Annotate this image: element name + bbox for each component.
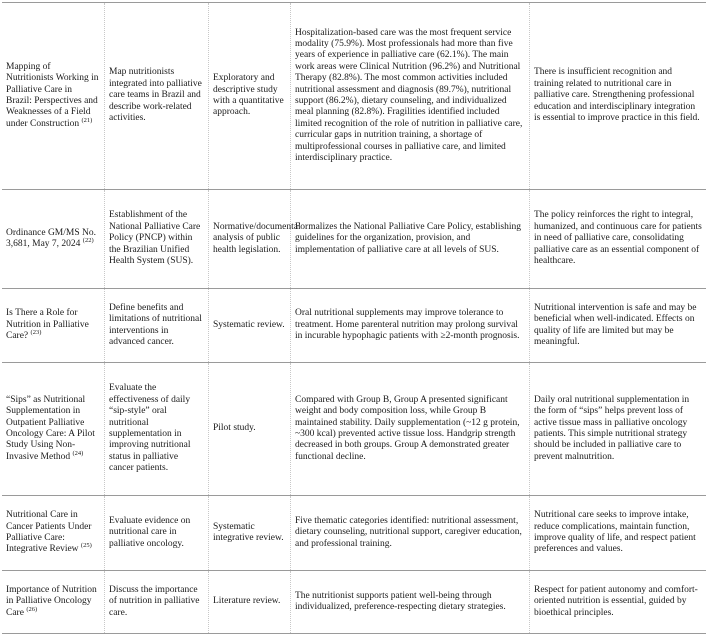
study-results: Oral nutritional supplements may improve tolerance to treatment. Home parenteral nutrition may prolong survival in incurable hypophagic patients with ≥2-month prognosis. xyxy=(295,308,520,342)
study-conclusion-cell xyxy=(530,363,706,496)
study-title-cell xyxy=(2,289,105,363)
study-title: Is There a Role for Nutrition in Palliative Care? xyxy=(6,308,89,342)
study-title-cell xyxy=(2,3,105,190)
study-results-cell xyxy=(291,289,530,363)
study-title-cell xyxy=(2,496,105,571)
study-method: Systematic integrative review. xyxy=(213,521,284,543)
study-conclusion: Respect for patient autonomy and comfort-oriented nutrition is essential, guided by bioethical principles. xyxy=(534,584,698,618)
study-title-cell xyxy=(2,190,105,289)
table-row xyxy=(2,363,706,496)
reference-number: (26) xyxy=(26,605,38,613)
study-results-cell xyxy=(291,496,530,571)
study-aim-cell xyxy=(105,3,209,190)
study-aim: Map nutritionists integrated into palliative care teams in Brazil and describe work-related activities. xyxy=(109,67,202,124)
study-method-cell xyxy=(209,363,291,496)
study-results-cell xyxy=(291,363,530,496)
study-method: Pilot study. xyxy=(213,423,256,434)
table-row xyxy=(2,190,706,289)
study-conclusion: The policy reinforces the right to integral, humanized, and continuous care for patients in need of palliative care, consolidating palliative care as an essential component of healthcare. xyxy=(534,210,702,267)
table-row xyxy=(2,289,706,363)
study-title-cell xyxy=(2,363,105,496)
study-results: Five thematic categories identified: nutritional assessment, dietary counseling, nutritional support, caregiver education, and professional training. xyxy=(295,515,522,549)
table-row xyxy=(2,496,706,571)
study-method-cell xyxy=(209,190,301,289)
reference-number: (23) xyxy=(30,329,42,337)
study-results: The nutritionist supports patient well-being through individualized, preference-respecting dietary strategies. xyxy=(295,590,506,612)
study-title: Ordinance GM/MS No. 3,681, May 7, 2024 xyxy=(6,227,96,249)
study-aim: Define benefits and limitations of nutritional interventions in advanced cancer. xyxy=(109,302,202,347)
reference-number: (21) xyxy=(81,116,93,124)
study-results-cell xyxy=(291,3,530,190)
study-conclusion: Nutritional intervention is safe and may be beneficial when well-indicated. Effects on quality of life are limited but may be meaningful. xyxy=(534,302,697,347)
study-results-cell xyxy=(291,190,530,289)
study-method: Exploratory and descriptive study with a quantitative approach. xyxy=(213,73,284,118)
study-title-cell xyxy=(2,571,105,634)
study-title: Importance of Nutrition in Palliative Oncology Care xyxy=(6,584,97,618)
study-aim-cell xyxy=(105,496,209,571)
study-aim-cell xyxy=(105,571,209,634)
study-conclusion-cell xyxy=(530,289,706,363)
study-results: Formalizes the National Palliative Care Policy, establishing guidelines for the organization, provision, and implementation of palliative care at all levels of SUS. xyxy=(295,221,522,255)
study-results-cell xyxy=(291,571,530,634)
study-conclusion-cell xyxy=(530,3,706,190)
study-conclusion: There is insufficient recognition and training related to nutritional care in palliative care. Strengthening professional education and interdisciplinary integration is essential to improve practice in this field. xyxy=(534,67,700,124)
study-method: Normative/documental analysis of public health legislation. xyxy=(213,221,301,255)
reference-number: (22) xyxy=(82,236,94,244)
study-aim: Discuss the importance of nutrition in palliative care. xyxy=(109,584,200,618)
reference-number: (24) xyxy=(72,449,84,457)
study-aim: Evaluate evidence on nutritional care in palliative oncology. xyxy=(109,515,191,549)
study-method-cell xyxy=(209,496,291,571)
literature-review-table xyxy=(2,2,706,634)
study-conclusion-cell xyxy=(530,571,706,634)
reference-number: (25) xyxy=(80,542,92,550)
study-conclusion-cell xyxy=(530,190,706,289)
study-aim-cell xyxy=(105,190,209,289)
study-aim: Establishment of the National Palliative Care Policy (PNCP) within the Brazilian Unified Health System (SUS). xyxy=(109,210,201,267)
table-row xyxy=(2,571,706,634)
study-conclusion-cell xyxy=(530,496,706,571)
study-title: “Sips” as Nutritional Supplementation in Outpatient Palliative Oncology Care: A Pilot Study Using Non-Invasive Method xyxy=(6,394,95,462)
study-conclusion: Nutritional care seeks to improve intake, reduce complications, maintain function, improve quality of life, and respect patient preferences and values. xyxy=(534,510,696,555)
study-method-cell xyxy=(209,289,291,363)
study-conclusion: Daily oral nutritional supplementation in the form of “sips” helps prevent loss of active tissue mass in palliative oncology patients. This simple nutritional strategy should be included in palliative care to prevent malnutrition. xyxy=(534,394,690,462)
study-title: Nutritional Care in Cancer Patients Under Palliative Care: Integrative Review xyxy=(6,510,92,555)
study-method: Systematic review. xyxy=(213,319,285,330)
study-method-cell xyxy=(209,3,291,190)
study-title: Mapping of Nutritionists Working in Palliative Care in Brazil: Perspectives and Weaknesses of a Field under Construction xyxy=(6,61,99,129)
study-method-cell xyxy=(209,571,291,634)
study-aim: Evaluate the effectiveness of daily “sip-style” oral nutritional supplementation in improving nutritional status in palliative cancer patients. xyxy=(109,383,191,474)
table-row xyxy=(2,3,706,190)
study-aim-cell xyxy=(105,289,209,363)
study-results: Compared with Group B, Group A presented significant weight and body composition loss, while Group B maintained stability. Daily supplementation (~12 g protein, ~300 kcal) prevented active tissue loss. Handgrip strength decreased in both groups. Group A demonstrated greater functional decline. xyxy=(295,394,520,462)
study-results: Hospitalization-based care was the most frequent service modality (75.9%). Most professionals had more than five years of experience in palliative care (62.1%). The main work areas were Clinical Nutrition (96.2%) and Nutritional Therapy (82.8%). The most common activities included nutritional assessment and diagnosis (89.7%), nutritional support (86.2%), dietary counseling, and individualized meal planning (82.8%). Fragilities identified included limited recognition of the role of nutrition in palliative care, curricular gaps in nutrition training, a shortage of multiprofessional courses in palliative care, and limited interdisciplinary practice. xyxy=(295,27,523,164)
study-aim-cell xyxy=(105,363,209,496)
study-method: Literature review. xyxy=(213,596,281,607)
